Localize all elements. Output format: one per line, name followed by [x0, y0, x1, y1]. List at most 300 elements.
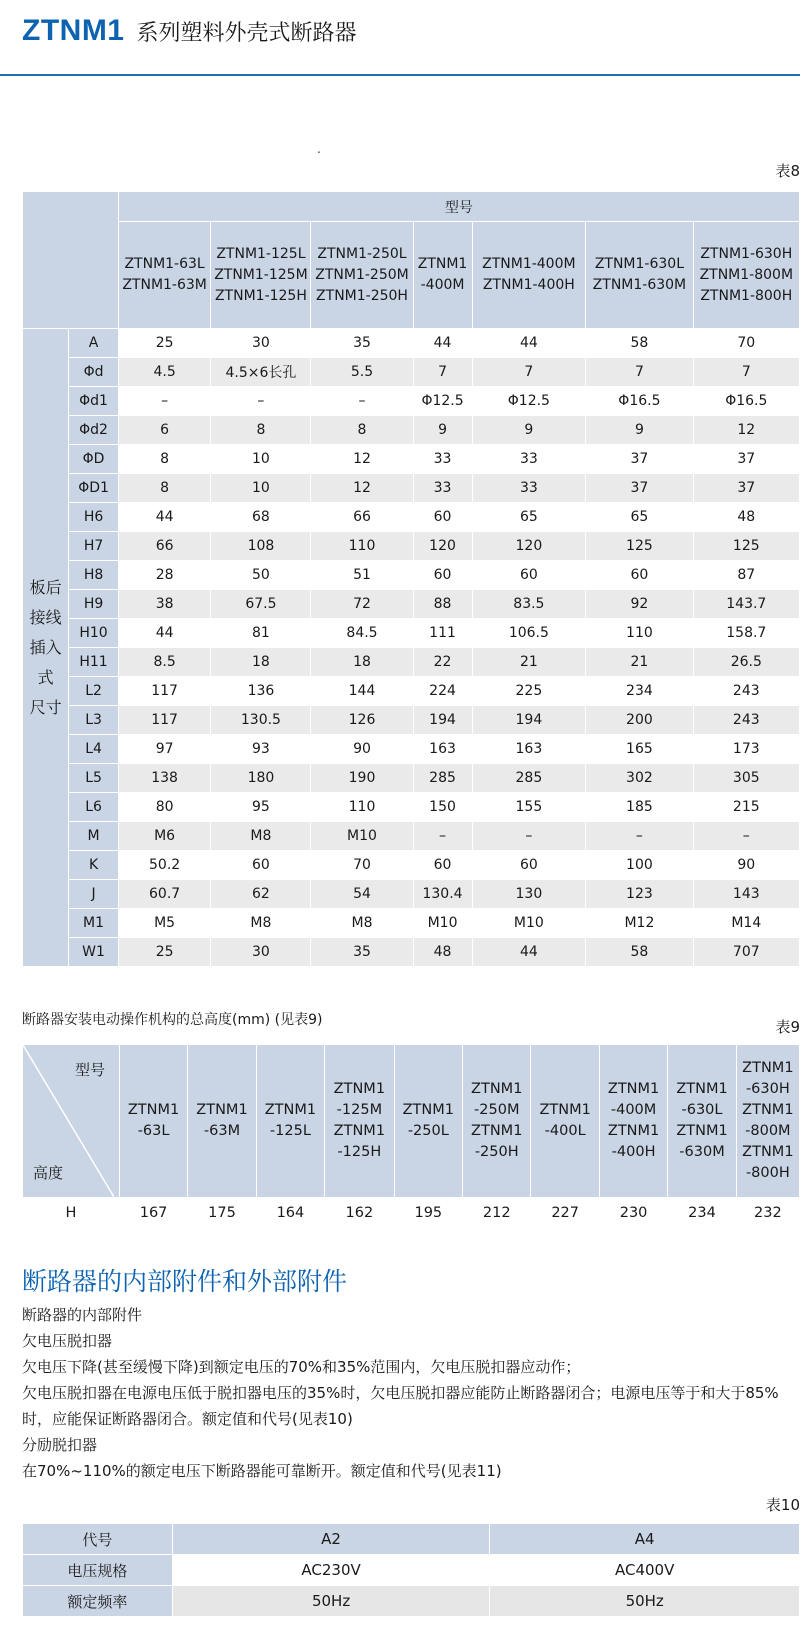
table-row [23, 851, 800, 880]
param-cell: L6 [69, 793, 118, 822]
value-cell: 117 [118, 677, 211, 706]
value-cell: 110 [311, 793, 413, 822]
height-value: 164 [256, 1198, 324, 1229]
table-row [23, 1586, 800, 1617]
value-cell: – [472, 822, 586, 851]
value-cell: 21 [586, 648, 693, 677]
value-cell: AC230V [172, 1555, 490, 1586]
value-cell: 125 [586, 532, 693, 561]
value-cell: M10 [472, 909, 586, 938]
value-cell: 10 [211, 474, 311, 503]
value-cell: 80 [118, 793, 211, 822]
param-cell: H11 [69, 648, 118, 677]
height-value: 162 [325, 1198, 394, 1229]
value-cell: 95 [211, 793, 311, 822]
value-cell: 4.5 [118, 358, 211, 387]
header-divider [0, 74, 800, 76]
value-cell: 285 [472, 764, 586, 793]
brand-title: ZTNM1 [22, 14, 125, 47]
model-header-cell [118, 222, 211, 329]
param-cell: W1 [69, 938, 118, 967]
value-cell: 87 [693, 561, 799, 590]
value-cell: 7 [586, 358, 693, 387]
height-table [22, 1044, 800, 1229]
model-line: ZTNM1 [676, 1123, 728, 1139]
value-cell: 44 [472, 329, 586, 358]
row-label: H [23, 1198, 120, 1229]
value-cell: 67.5 [211, 590, 311, 619]
value-cell: 50Hz [172, 1586, 490, 1617]
value-cell: 7 [413, 358, 472, 387]
value-cell: 72 [311, 590, 413, 619]
value-cell: 58 [586, 938, 693, 967]
model-header-cell [413, 222, 472, 329]
param-cell: K [69, 851, 118, 880]
value-cell: 50.2 [118, 851, 211, 880]
model-line: ZTNM1-400M [482, 256, 576, 272]
value-cell: 54 [311, 880, 413, 909]
value-cell: 185 [586, 793, 693, 822]
table-row [23, 909, 800, 938]
param-cell: H9 [69, 590, 118, 619]
model-line: ZTNM1-125M [214, 266, 308, 283]
value-cell: Φ12.5 [472, 387, 586, 416]
param-cell: L3 [69, 706, 118, 735]
value-cell: 7 [472, 358, 586, 387]
model-header-cell [736, 1045, 799, 1198]
value-cell: 285 [413, 764, 472, 793]
value-cell: 25 [118, 329, 211, 358]
value-cell: 9 [413, 416, 472, 445]
value-cell: 88 [413, 590, 472, 619]
height-value: 227 [531, 1198, 599, 1229]
value-cell: 28 [118, 561, 211, 590]
value-cell: AC400V [490, 1555, 800, 1586]
value-cell: 60 [586, 561, 693, 590]
table9-label: 表9 [775, 1018, 800, 1036]
table-header-row [23, 1524, 800, 1555]
model-line: ZTNM1 [742, 1060, 794, 1076]
model-line: ZTNM1-125L [216, 245, 306, 262]
value-cell: 165 [586, 735, 693, 764]
model-line: ZTNM1 [471, 1123, 523, 1139]
value-cell: 37 [693, 474, 799, 503]
value-cell: 305 [693, 764, 799, 793]
model-row [23, 222, 800, 329]
model-line: -125H [337, 1144, 382, 1160]
value-cell: 200 [586, 706, 693, 735]
value-cell: 70 [693, 329, 799, 358]
param-cell: M [69, 822, 118, 851]
value-cell: 44 [118, 503, 211, 532]
value-cell: 83.5 [472, 590, 586, 619]
table-row [23, 793, 800, 822]
param-cell: ΦD [69, 445, 118, 474]
value-cell: M10 [413, 909, 472, 938]
accessory-line: 断路器的内部附件 [22, 1306, 143, 1324]
height-value: 167 [119, 1198, 187, 1229]
model-line: ZTNM1-250H [316, 287, 408, 304]
header-cell: A2 [172, 1524, 490, 1555]
value-cell: 158.7 [693, 619, 799, 648]
value-cell: 35 [311, 329, 413, 358]
value-cell: 26.5 [693, 648, 799, 677]
height-row [23, 1198, 800, 1229]
param-cell: M1 [69, 909, 118, 938]
value-cell: M12 [586, 909, 693, 938]
model-title: 型号 [118, 192, 799, 222]
value-cell: 215 [693, 793, 799, 822]
value-cell: 60 [211, 851, 311, 880]
model-line: -400H [611, 1144, 656, 1160]
value-cell: 143 [693, 880, 799, 909]
value-cell: 12 [693, 416, 799, 445]
param-cell: J [69, 880, 118, 909]
value-cell: 120 [472, 532, 586, 561]
value-cell: 8 [118, 445, 211, 474]
model-line: ZTNM1 [333, 1123, 386, 1139]
param-cell: L4 [69, 735, 118, 764]
side-label-line: 式 [37, 667, 54, 687]
table-row [23, 822, 800, 851]
value-cell: 44 [118, 619, 211, 648]
model-line: ZTNM1 [196, 1102, 248, 1118]
corner-bottom-label: 高度 [33, 1164, 64, 1182]
value-cell: 180 [211, 764, 311, 793]
corner-wrap [23, 1045, 114, 1197]
value-cell: M8 [211, 909, 311, 938]
value-cell: 7 [693, 358, 799, 387]
value-cell: 22 [413, 648, 472, 677]
page-header [22, 14, 357, 54]
model-line: -400M [610, 1102, 657, 1118]
model-header-cell [586, 222, 693, 329]
value-cell: 90 [311, 735, 413, 764]
value-cell: 81 [211, 619, 311, 648]
model-line: -125L [269, 1123, 311, 1139]
value-cell: 60 [413, 561, 472, 590]
value-cell: 126 [311, 706, 413, 735]
value-cell: 38 [118, 590, 211, 619]
model-line: -800H [745, 1165, 790, 1181]
value-cell: M10 [311, 822, 413, 851]
value-cell: Φ16.5 [693, 387, 799, 416]
value-cell: 136 [211, 677, 311, 706]
table9-caption: 断路器安装电动操作机构的总高度(mm) (见表9) [22, 1012, 323, 1028]
table-row [23, 880, 800, 909]
value-cell: 33 [413, 445, 472, 474]
height-value: 212 [463, 1198, 531, 1229]
value-cell: 60.7 [118, 880, 211, 909]
value-cell: 163 [413, 735, 472, 764]
table-row [23, 387, 800, 416]
table-header-row [23, 192, 800, 222]
value-cell: 143.7 [693, 590, 799, 619]
model-line: ZTNM1 [127, 1102, 180, 1118]
table8-label: 表8 [775, 162, 800, 180]
value-cell: 30 [211, 938, 311, 967]
value-cell: 117 [118, 706, 211, 735]
side-label-line: 插入 [29, 637, 62, 657]
value-cell: 62 [211, 880, 311, 909]
model-line: -250H [474, 1144, 519, 1160]
model-line: -630H [745, 1081, 790, 1097]
table-row [23, 706, 800, 735]
value-cell: 138 [118, 764, 211, 793]
value-cell: 150 [413, 793, 472, 822]
value-cell: 144 [311, 677, 413, 706]
table-row [23, 416, 800, 445]
value-cell: 90 [693, 851, 799, 880]
height-value: 232 [736, 1198, 799, 1229]
model-line: ZTNM1-630H [700, 245, 793, 262]
value-cell: 173 [693, 735, 799, 764]
value-cell: 30 [211, 329, 311, 358]
param-cell: Φd [69, 358, 118, 387]
value-cell: 106.5 [472, 619, 586, 648]
model-line: ZTNM1 [742, 1144, 794, 1160]
value-cell: M5 [118, 909, 211, 938]
value-cell: 110 [311, 532, 413, 561]
model-line: ZTNM1 [742, 1102, 794, 1118]
model-header-cell [325, 1045, 394, 1198]
value-cell: 92 [586, 590, 693, 619]
value-cell: 243 [693, 706, 799, 735]
diagonal-corner-cell [23, 1045, 120, 1198]
param-cell: A [69, 329, 118, 358]
value-cell: 37 [586, 445, 693, 474]
table-row [23, 619, 800, 648]
value-cell: 190 [311, 764, 413, 793]
value-cell: 60 [472, 851, 586, 880]
value-cell: M6 [118, 822, 211, 851]
param-cell: ΦD1 [69, 474, 118, 503]
table-row [23, 735, 800, 764]
value-cell: 66 [311, 503, 413, 532]
value-cell: 51 [311, 561, 413, 590]
model-row [23, 1045, 800, 1198]
table-row [23, 764, 800, 793]
row-label: 电压规格 [23, 1555, 173, 1586]
table-row [23, 445, 800, 474]
value-cell: 35 [311, 938, 413, 967]
model-line: ZTNM1-250L [317, 245, 407, 262]
header-cell: 代号 [23, 1524, 173, 1555]
value-cell: 234 [586, 677, 693, 706]
table-row [23, 1555, 800, 1586]
value-cell: 110 [586, 619, 693, 648]
value-cell: 84.5 [311, 619, 413, 648]
value-cell: 163 [472, 735, 586, 764]
model-line: -250M [474, 1102, 520, 1118]
value-cell: – [211, 387, 311, 416]
table-row [23, 561, 800, 590]
model-line: -630L [681, 1102, 723, 1118]
value-cell: 58 [586, 329, 693, 358]
value-cell: 44 [413, 329, 472, 358]
value-cell: 130.4 [413, 880, 472, 909]
value-cell: 97 [118, 735, 211, 764]
value-cell: 33 [472, 474, 586, 503]
value-cell: 12 [311, 474, 413, 503]
model-line: -630M [679, 1144, 725, 1160]
value-cell: 65 [472, 503, 586, 532]
model-line: ZTNM1 [607, 1123, 660, 1139]
model-header-cell [531, 1045, 599, 1198]
model-header-cell [119, 1045, 187, 1198]
model-line: ZTNM1-800H [700, 287, 793, 304]
value-cell: 243 [693, 677, 799, 706]
value-cell: 33 [413, 474, 472, 503]
model-line: ZTNM1 [676, 1081, 728, 1097]
value-cell: 111 [413, 619, 472, 648]
value-cell: 65 [586, 503, 693, 532]
table-row [23, 358, 800, 387]
value-cell: 125 [693, 532, 799, 561]
value-cell: 60 [413, 503, 472, 532]
value-cell: 18 [211, 648, 311, 677]
table-row [23, 648, 800, 677]
value-cell: 302 [586, 764, 693, 793]
value-cell: 5.5 [311, 358, 413, 387]
param-cell: L5 [69, 764, 118, 793]
value-cell: M8 [211, 822, 311, 851]
model-header-cell [394, 1045, 462, 1198]
param-cell: Φd2 [69, 416, 118, 445]
value-cell: 70 [311, 851, 413, 880]
model-header-cell [472, 222, 586, 329]
param-cell: H6 [69, 503, 118, 532]
table-row [23, 938, 800, 967]
value-cell: M14 [693, 909, 799, 938]
model-line: ZTNM1-63L [124, 256, 205, 272]
model-line: -400L [544, 1123, 586, 1139]
value-cell: 8 [311, 416, 413, 445]
value-cell: Φ12.5 [413, 387, 472, 416]
param-cell: H10 [69, 619, 118, 648]
value-cell: 44 [472, 938, 586, 967]
value-cell: 155 [472, 793, 586, 822]
value-cell: 33 [472, 445, 586, 474]
table-row [23, 503, 800, 532]
table-row [23, 590, 800, 619]
model-line: ZTNM1 [471, 1081, 523, 1097]
value-cell: 100 [586, 851, 693, 880]
model-line: -63L [137, 1123, 170, 1139]
model-line: ZTNM1-630M [592, 277, 687, 293]
value-cell: M8 [311, 909, 413, 938]
value-cell: 48 [413, 938, 472, 967]
value-cell: 108 [211, 532, 311, 561]
param-cell: L2 [69, 677, 118, 706]
undervoltage-code-table [22, 1523, 800, 1617]
height-value: 234 [668, 1198, 736, 1229]
value-cell: 8 [211, 416, 311, 445]
param-cell: H7 [69, 532, 118, 561]
value-cell: – [118, 387, 211, 416]
model-line: ZTNM1 [264, 1102, 317, 1118]
value-cell: 10 [211, 445, 311, 474]
value-cell: – [311, 387, 413, 416]
height-value: 195 [394, 1198, 462, 1229]
value-cell: 707 [693, 938, 799, 967]
model-line: ZTNM1-400H [482, 277, 575, 293]
param-cell: H8 [69, 561, 118, 590]
accessory-line: 分励脱扣器 [22, 1436, 98, 1454]
value-cell: 8 [118, 474, 211, 503]
side-label-line: 尺寸 [29, 697, 62, 717]
value-cell: 4.5×6长孔 [211, 358, 311, 387]
accessory-line: 欠电压脱扣器 [22, 1332, 113, 1350]
row-label: 额定频率 [23, 1586, 173, 1617]
model-line: ZTNM1 [417, 256, 468, 272]
model-line: ZTNM1 [607, 1081, 660, 1097]
value-cell: 123 [586, 880, 693, 909]
model-header-cell [256, 1045, 324, 1198]
value-cell: Φ16.5 [586, 387, 693, 416]
corner-top-label: 型号 [75, 1061, 106, 1079]
model-line: -63M [203, 1123, 241, 1139]
model-line: -800M [745, 1123, 791, 1139]
accessory-line: 欠电压脱扣器在电源电压低于脱扣器电压的35%时，欠电压脱扣器应能防止断路器闭合；电源电压等于和大于85%时，应能保证断路器闭合。额定值和代号(见表10) [22, 1384, 779, 1428]
corner-cell [23, 192, 119, 329]
model-line: ZTNM1-250M [315, 266, 409, 283]
value-cell: 18 [311, 648, 413, 677]
model-header-cell [188, 1045, 256, 1198]
value-cell: 194 [472, 706, 586, 735]
value-cell: 48 [693, 503, 799, 532]
model-line: ZTNM1 [539, 1102, 591, 1118]
model-header-cell [311, 222, 413, 329]
value-cell: 224 [413, 677, 472, 706]
accessory-line: 欠电压下降(甚至缓慢下降)到额定电压的70%和35%范围内，欠电压脱扣器应动作； [22, 1358, 581, 1376]
model-line: ZTNM1-125H [214, 287, 307, 304]
value-cell: 66 [118, 532, 211, 561]
model-header-cell [599, 1045, 667, 1198]
model-line: ZTNM1-63M [122, 277, 207, 293]
side-label-line: 板后 [29, 577, 62, 597]
model-line: -400M [420, 277, 465, 293]
value-cell: – [693, 822, 799, 851]
value-cell: 225 [472, 677, 586, 706]
value-cell: 50 [211, 561, 311, 590]
value-cell: 12 [311, 445, 413, 474]
value-cell: 37 [693, 445, 799, 474]
model-header-cell [668, 1045, 736, 1198]
value-cell: 25 [118, 938, 211, 967]
header-cell: A4 [490, 1524, 800, 1555]
table-row [23, 329, 800, 358]
model-line: ZTNM1 [333, 1081, 386, 1097]
value-cell: 9 [472, 416, 586, 445]
value-cell: – [586, 822, 693, 851]
value-cell: 130.5 [211, 706, 311, 735]
height-value: 175 [188, 1198, 256, 1229]
value-cell: 21 [472, 648, 586, 677]
table-row [23, 677, 800, 706]
value-cell: 120 [413, 532, 472, 561]
dimensions-table [22, 191, 800, 967]
value-cell: 93 [211, 735, 311, 764]
value-cell: 37 [586, 474, 693, 503]
model-line: ZTNM1 [402, 1102, 454, 1118]
page-subtitle: 系列塑料外壳式断路器 [136, 21, 357, 46]
model-line: -125M [336, 1102, 383, 1118]
value-cell: 8.5 [118, 648, 211, 677]
value-cell: 194 [413, 706, 472, 735]
mounting-type-label [23, 329, 69, 967]
accessory-line: 在70%~110%的额定电压下断路器能可靠断开。额定值和代号(见表11) [22, 1462, 502, 1480]
